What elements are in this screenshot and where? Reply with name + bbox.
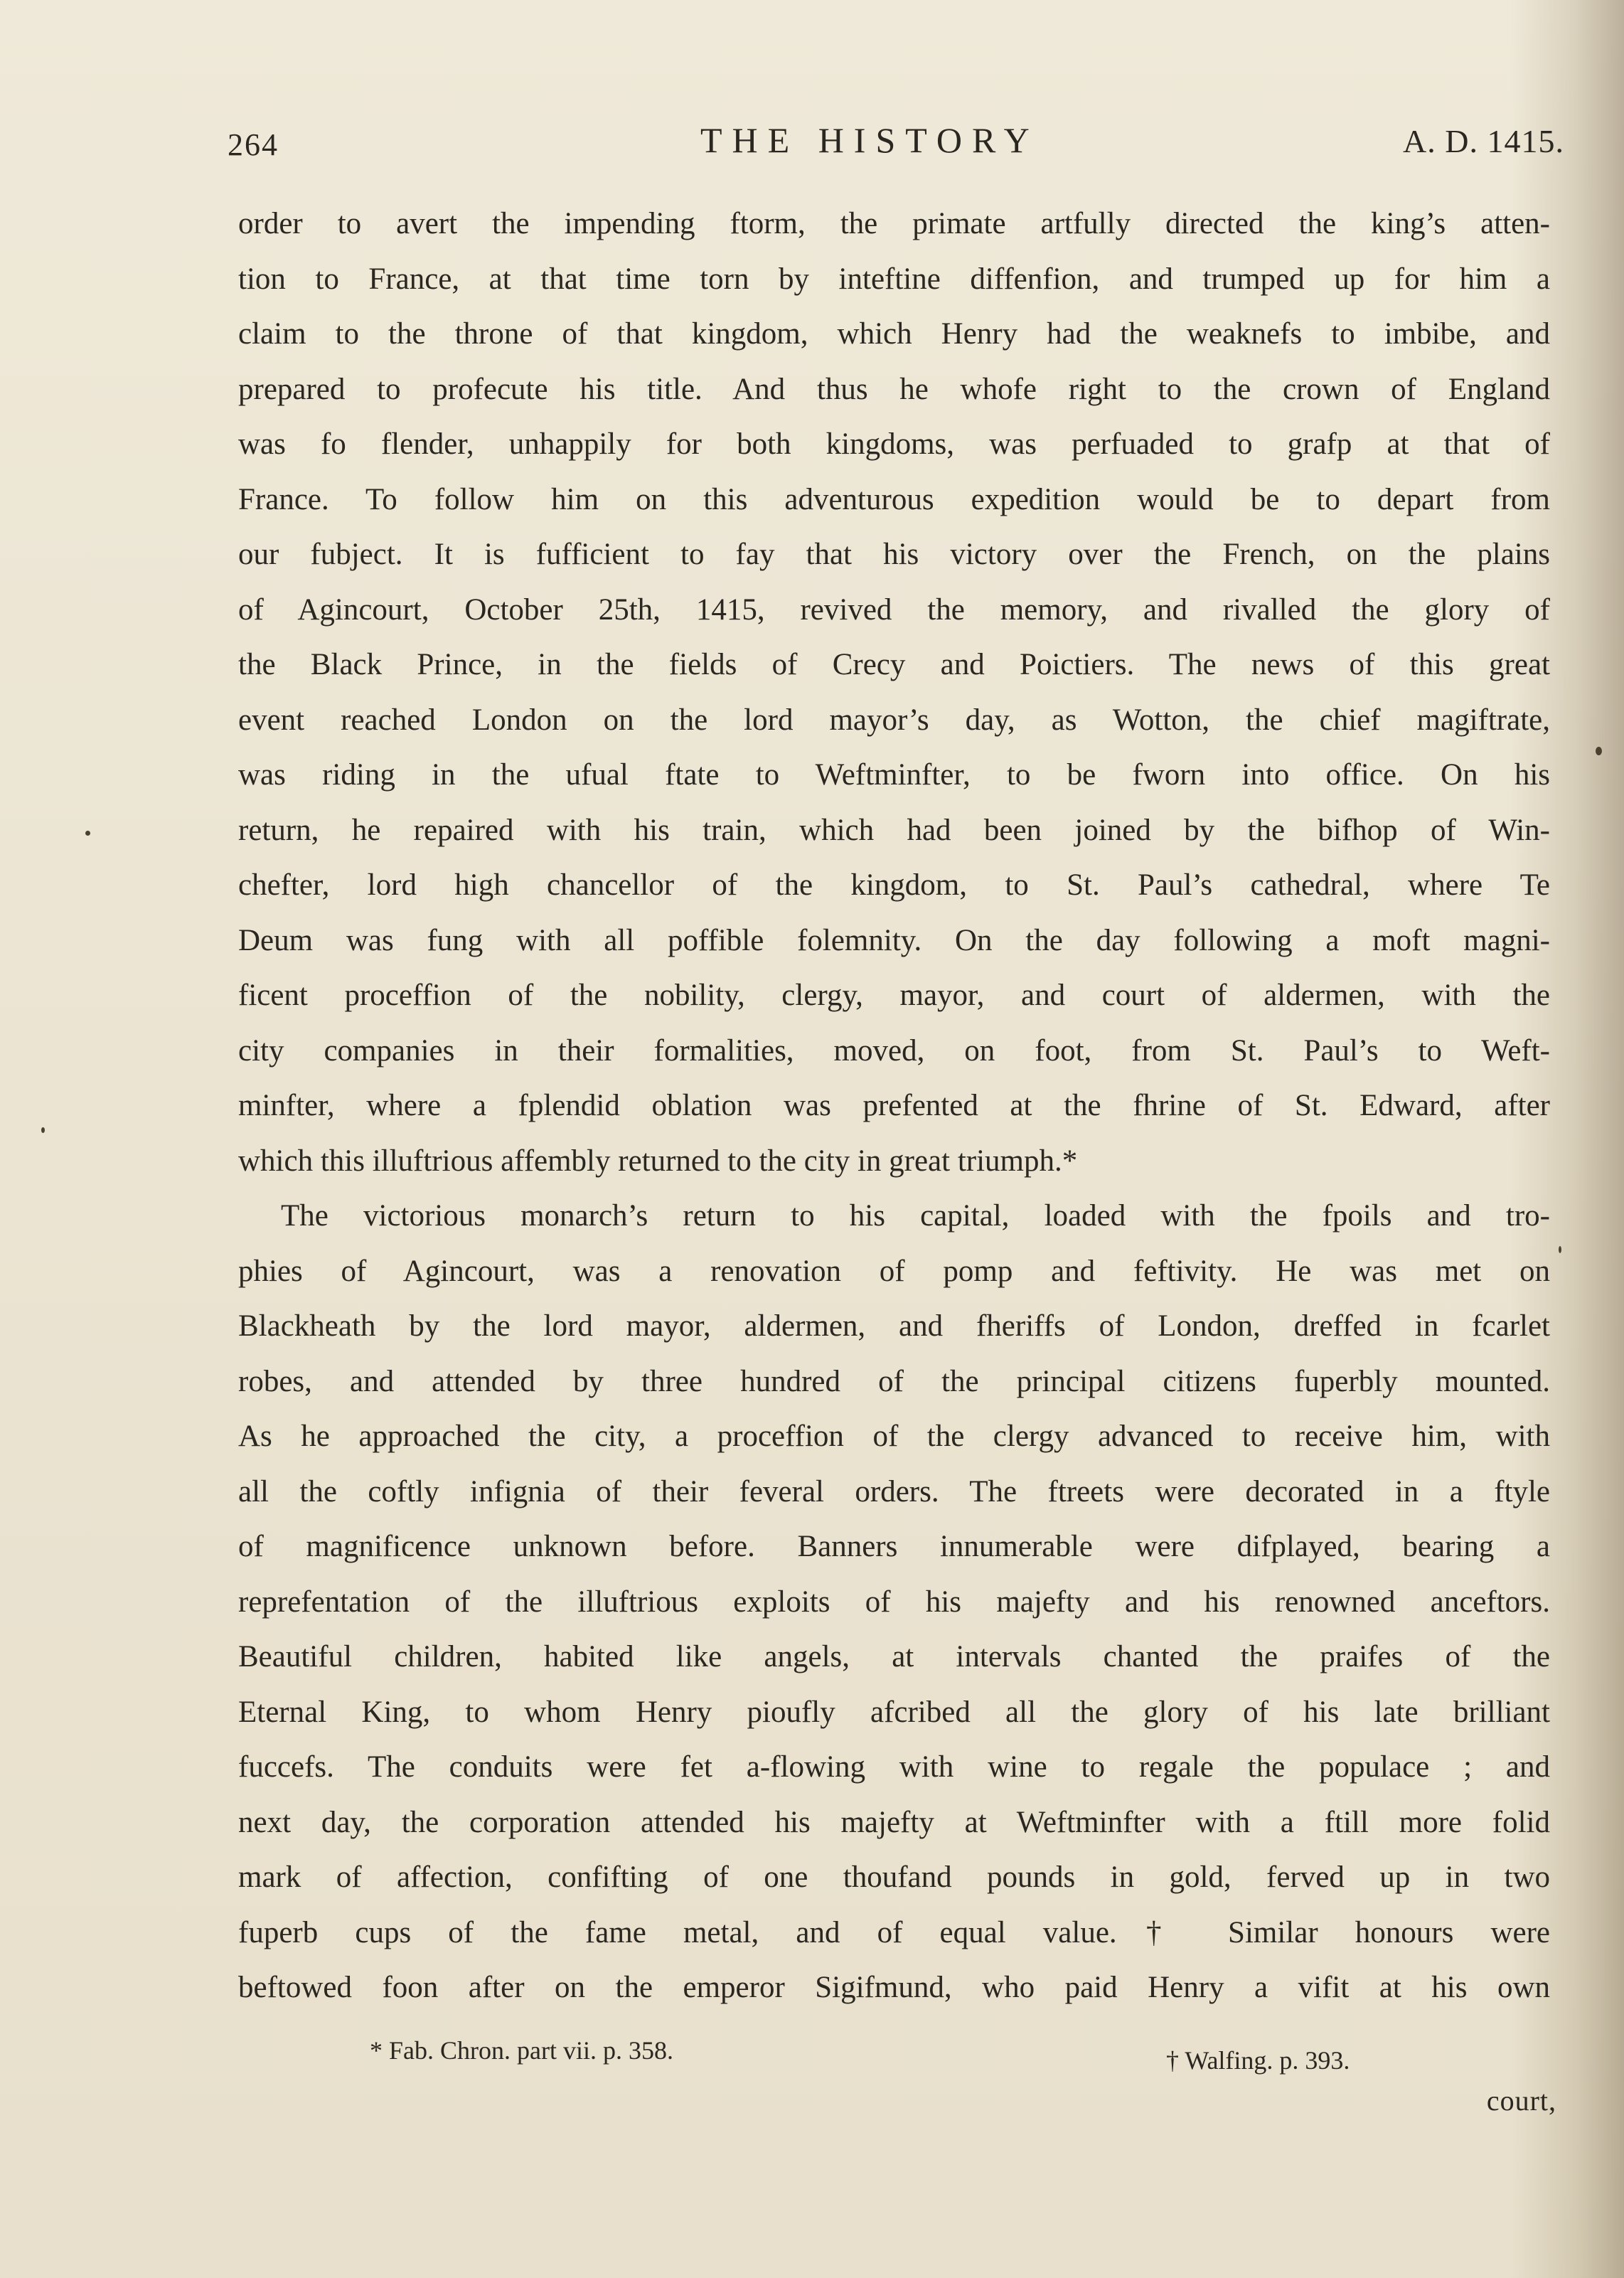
running-head	[228, 119, 1564, 169]
text-line: event reached London on the lord mayor’s day, as Wotton, the chief magiftrate,	[238, 703, 1550, 737]
text-line: reprefentation of the illuftrious exploits of his majefty and his renowned anceftors.	[238, 1585, 1550, 1619]
text-line: Eternal King, to whom Henry pioufly afcribed all the glory of his late brilliant	[238, 1695, 1550, 1729]
text-line: robes, and attended by three hundred of the principal citizens fuperbly mounted.	[238, 1364, 1550, 1398]
text-line: ficent proceffion of the nobility, clergy, mayor, and court of aldermen, with the	[238, 979, 1550, 1012]
text-line: which this illuftrious affembly returned to the city in great triumph.*	[238, 1144, 1078, 1178]
text-line: beftowed foon after on the emperor Sigifmund, who paid Henry a vifit at his own	[238, 1971, 1550, 2004]
ink-speck	[85, 831, 90, 836]
text-line: chefter, lord high chancellor of the kingdom, to St. Paul’s cathedral, where Te	[238, 868, 1550, 902]
text-line: minfter, where a fplendid oblation was prefented at the fhrine of St. Edward, after	[238, 1089, 1550, 1122]
text-line: Blackheath by the lord mayor, aldermen, and fheriffs of London, dreffed in fcarlet	[238, 1309, 1550, 1343]
text-line: fuperb cups of the fame metal, and of equal value.† Similar honours were	[238, 1915, 1550, 1949]
text-line: all the coftly infignia of their feveral orders. The ftreets were decorated in a ftyle	[238, 1474, 1550, 1508]
running-title: THE HISTORY	[700, 120, 1040, 160]
footnotes	[370, 2035, 1465, 2078]
text-line: of magnificence unknown before. Banners innumerable were difplayed, bearing a	[238, 1530, 1550, 1563]
text-line: was fo flender, unhappily for both kingdoms, was perfuaded to grafp at that of	[238, 427, 1550, 461]
ink-speck	[41, 1127, 45, 1133]
catchword: court,	[1486, 2085, 1556, 2117]
text-line: fuccefs. The conduits were fet a-flowing with wine to regale the populace ; and	[238, 1750, 1550, 1784]
text-line: claim to the throne of that kingdom, which Henry had the weaknefs to imbibe, and	[238, 317, 1550, 351]
text-line: phies of Agincourt, was a renovation of pomp and feftivity. He was met on	[238, 1254, 1550, 1288]
footnote-fabyan: * Fab. Chron. part vii. p. 358.	[370, 2036, 673, 2065]
text-line: The victorious monarch’s return to his capital, loaded with the fpoils and tro-	[281, 1199, 1550, 1233]
text-line: the Black Prince, in the fields of Crecy and Poictiers. The news of this great	[238, 648, 1550, 681]
text-line: tion to France, at that time torn by inteftine diffenfion, and trumped up for him a	[238, 262, 1550, 296]
text-line: order to avert the impending ftorm, the primate artfully directed the king’s atten-	[238, 207, 1550, 240]
ink-speck	[1559, 1246, 1561, 1253]
running-date: A. D. 1415.	[1403, 123, 1564, 159]
footnote-walsingham: † Walfing. p. 393.	[1166, 2046, 1350, 2075]
text-line: next day, the corporation attended his majefty at Weftminfter with a ftill more folid	[238, 1805, 1550, 1839]
text-line: As he approached the city, a proceffion of the clergy advanced to receive him, with	[238, 1420, 1550, 1453]
text-line: of Agincourt, October 25th, 1415, revived the memory, and rivalled the glory of	[238, 592, 1550, 627]
ink-speck	[1596, 747, 1602, 755]
text-line: Deum was fung with all poffible folemnity. On the day following a moft magni-	[238, 923, 1550, 957]
text-line: Beautiful children, habited like angels, at intervals chanted the praifes of the	[238, 1640, 1550, 1673]
text-line: prepared to profecute his title. And thus he whofe right to the crown of England	[238, 372, 1550, 406]
text-line: mark of affection, confifting of one thoufand pounds in gold, ferved up in two	[238, 1861, 1550, 1894]
text-line: was riding in the ufual ftate to Weftminfter, to be fworn into office. On his	[238, 758, 1550, 792]
page-number: 264	[228, 127, 279, 162]
body-text	[238, 196, 1550, 2016]
text-line: France. To follow him on this adventurous expedition would be to depart from	[238, 482, 1550, 516]
text-line: our fubject. It is fufficient to fay that his victory over the French, on the plains	[238, 538, 1550, 571]
text-line: city companies in their formalities, moved, on foot, from St. Paul’s to Weft-	[238, 1033, 1550, 1068]
text-line: return, he repaired with his train, which had been joined by the bifhop of Win-	[238, 813, 1550, 847]
